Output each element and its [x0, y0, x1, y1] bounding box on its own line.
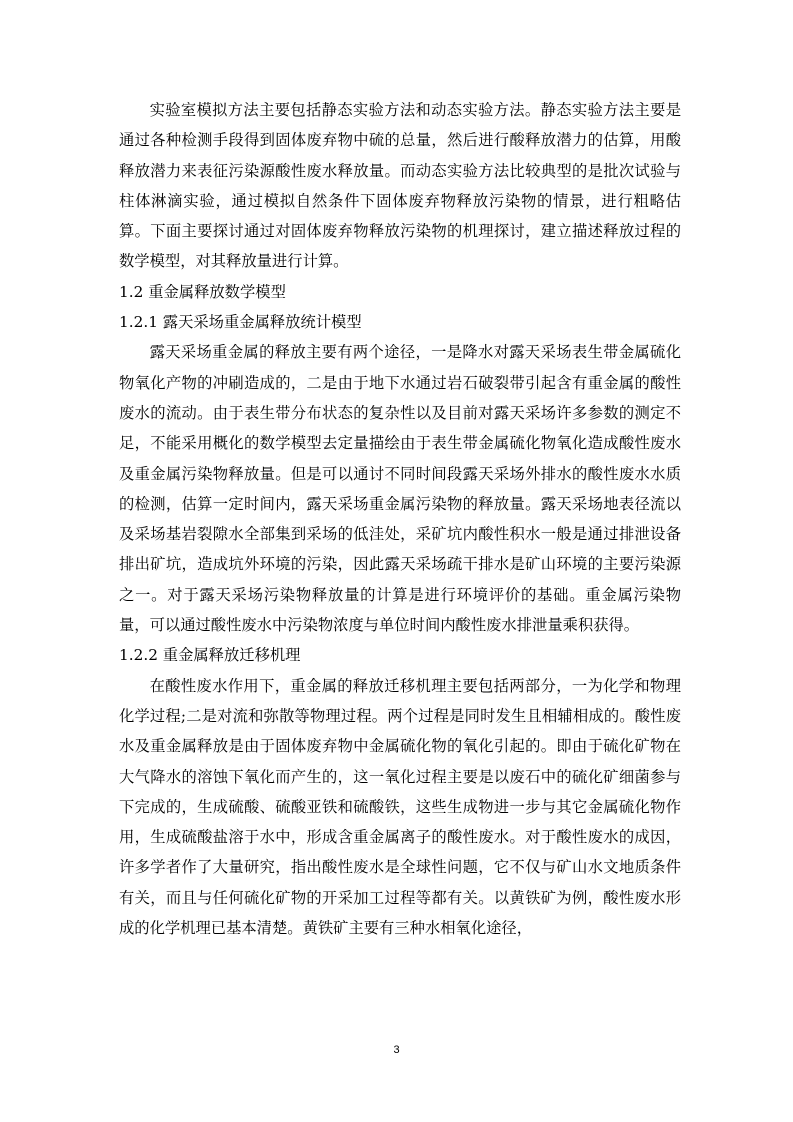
document-body: [119, 95, 681, 943]
paragraph-release-mechanism: 在酸性废水作用下，重金属的释放迁移机理主要包括两部分，一为化学和物理化学过程;二是对流和弥散等物理过程。两个过程是同时发生且相辅相成的。酸性废水及重金属释放是由于固体废弃物中金属硫化物的氧化引起的。即由于硫化矿物在大气降水的溶蚀下氧化而产生的，这一氧化过程主要是以废石中的硫化矿细菌参与下完成的，生成硫酸、硫酸亚铁和硫酸铁，这些生成物进一步与其它金属硫化物作用，生成硫酸盐溶于水中，形成含重金属离子的酸性废水。对于酸性废水的成因，许多学者作了大量研究，指出酸性废水是全球性问题，它不仅与矿山水文地质条件有关，而且与任何硫化矿物的开采加工过程等都有关。以黄铁矿为例，酸性废水形成的化学机理已基本清楚。黄铁矿主要有三种水相氧化途径，: [119, 676, 681, 938]
section-heading-1-2-2: 1.2.2 重金属释放迁移机理: [119, 646, 301, 665]
section-heading-1-2: 1.2 重金属释放数学模型: [119, 282, 286, 301]
paragraph-open-pit-release: 露天采场重金属的释放主要有两个途径，一是降水对露天采场表生带金属硫化物氧化产物的冲刷造成的，二是由于地下水通过岩石破裂带引起含有重金属的酸性废水的流动。由于表生带分布状态的复杂性以及目前对露天采场许多参数的测定不足，不能采用概化的数学模型去定量描绘由于表生带金属硫化物氧化造成酸性废水及重金属污染物释放量。但是可以通讨不同时间段露天采场外排水的酸性废水水质的检测，估算一定时间内，露天采场重金属污染物的释放量。露天采场地表径流以及采场基岩裂隙水全部集到采场的低洼处，采矿坑内酸性积水一般是通过排泄设备排出矿坑，造成坑外环境的污染，因此露天采场疏干排水是矿山环境的主要污染源之一。对于露天采场污染物释放量的计算是进行环境评价的基础。重金属污染物量，可以通过酸性废水中污染物浓度与单位时间内酸性废水排泄量乘积获得。: [119, 343, 681, 635]
section-heading-1-2-1: 1.2.1 露天采场重金属释放统计模型: [119, 313, 362, 332]
paragraph-lab-methods: 实验室模拟方法主要包括静态实验方法和动态实验方法。静态实验方法主要是通过各种检测手段得到固体废弃物中硫的总量，然后进行酸释放潜力的估算，用酸释放潜力来表征污染源酸性废水释放量。而动态实验方法比较典型的是批次试验与柱体淋滴实验，通过模拟自然条件下固体废弃物释放污染物的情景，进行粗略估算。下面主要探讨通过对固体废弃物释放污染物的机理探讨，建立描述释放过程的数学模型，对其释放量进行计算。: [119, 101, 681, 271]
page-number: 3: [393, 1044, 400, 1056]
